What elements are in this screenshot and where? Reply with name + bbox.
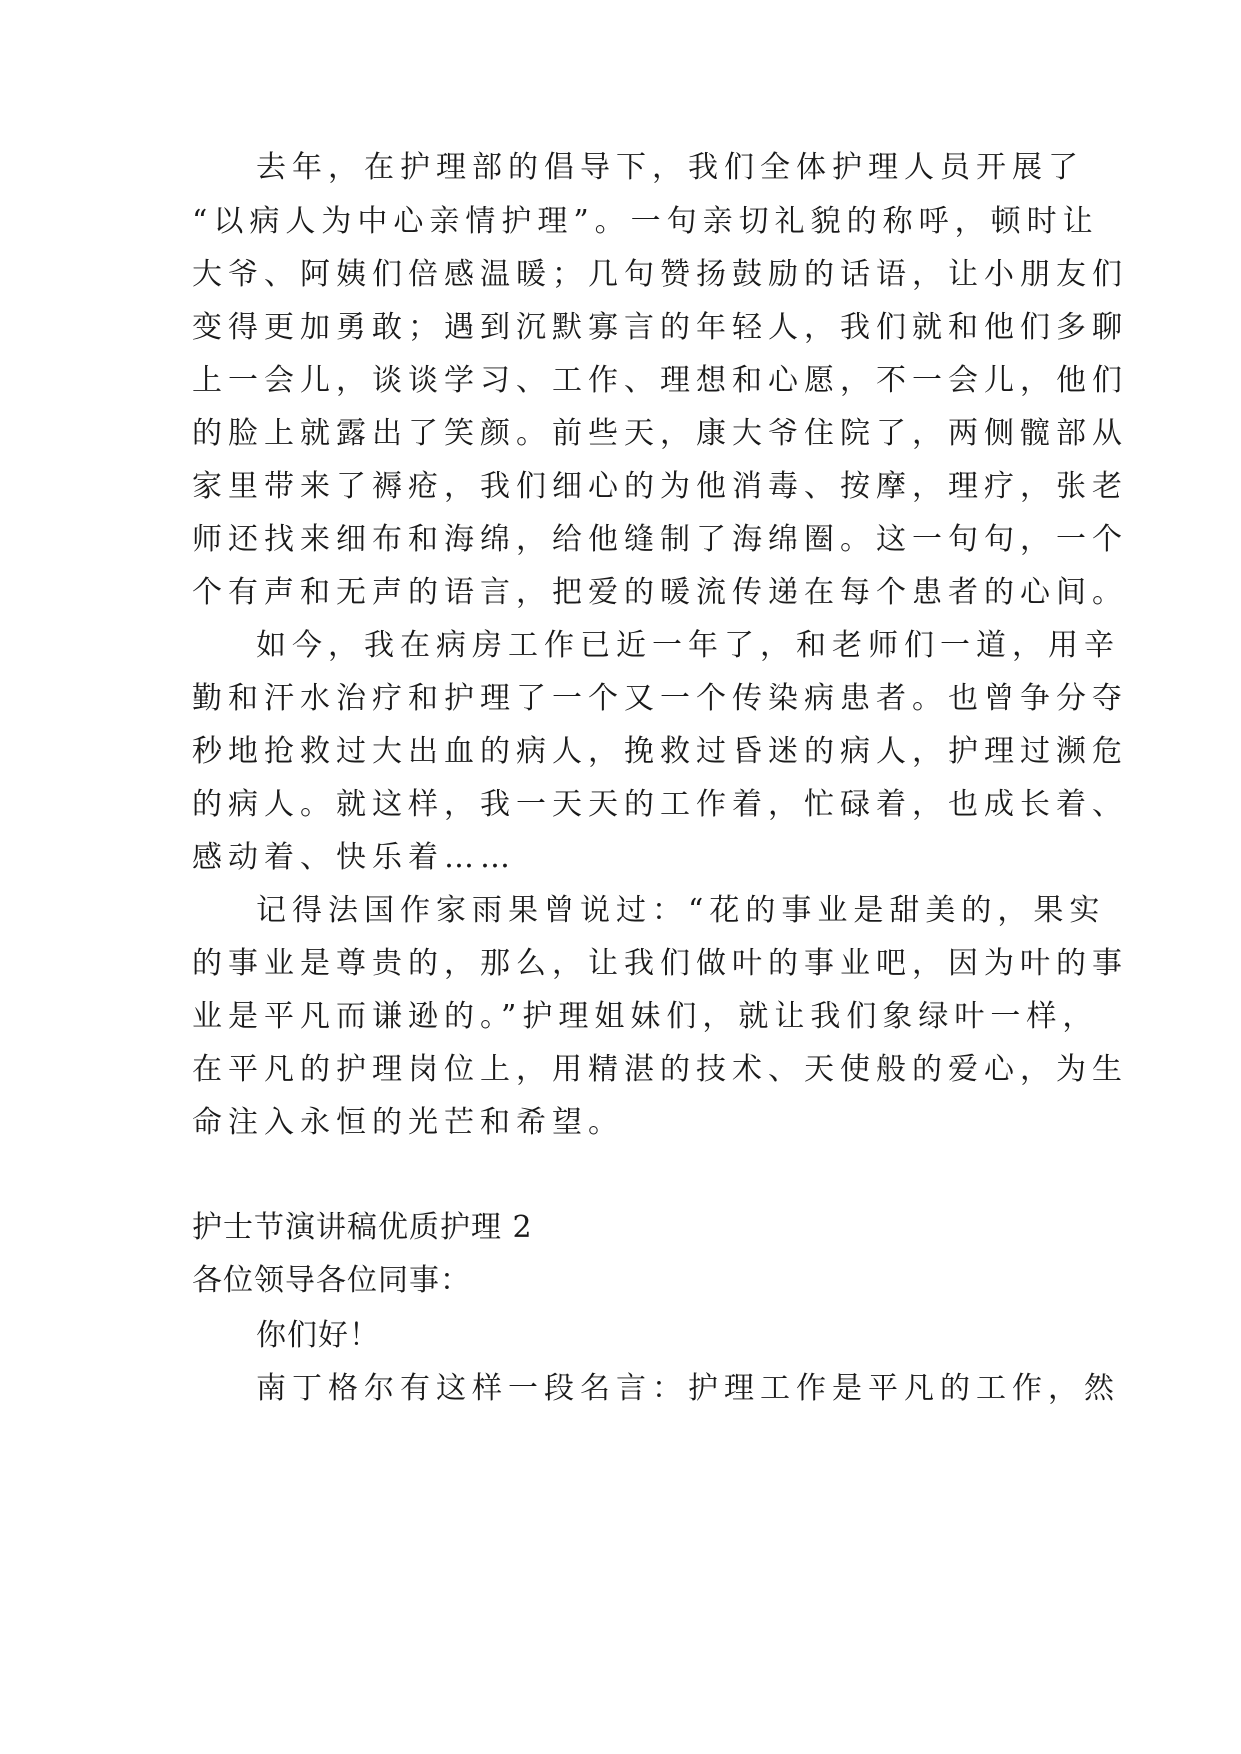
- paragraph-1-line-2: “以病人为中心亲情护理”。一句亲切礼貌的称呼，顿时让: [192, 204, 1099, 239]
- salutation: 各位领导各位同事：: [192, 1263, 471, 1298]
- paragraph-1-line-7: 家里带来了褥疮，我们细心的为他消毒、按摩，理疗，张老: [192, 469, 1128, 504]
- paragraph-2-line-1: 如今，我在病房工作已近一年了，和老师们一道，用辛: [256, 628, 1120, 663]
- paragraph-2-line-2: 勤和汗水治疗和护理了一个又一个传染病患者。也曾争分夺: [192, 681, 1128, 716]
- paragraph-1-line-9: 个有声和无声的语言，把爱的暖流传递在每个患者的心间。: [192, 575, 1128, 610]
- paragraph-3-line-3: 业是平凡而谦逊的。”护理姐妹们，就让我们象绿叶一样，: [192, 999, 1099, 1034]
- paragraph-2-line-4: 的病人。就这样，我一天天的工作着，忙碌着，也成长着、: [192, 787, 1128, 822]
- paragraph-3-line-5: 命注入永恒的光芒和希望。: [192, 1105, 624, 1140]
- paragraph-3-line-2: 的事业是尊贵的，那么，让我们做叶的事业吧，因为叶的事: [192, 946, 1128, 981]
- paragraph-1-line-4: 变得更加勇敢；遇到沉默寡言的年轻人，我们就和他们多聊: [192, 310, 1128, 345]
- paragraph-3-line-1: 记得法国作家雨果曾说过：“花的事业是甜美的，果实: [256, 893, 1106, 928]
- closing-line: 南丁格尔有这样一段名言：护理工作是平凡的工作，然: [256, 1371, 1120, 1406]
- paragraph-1-line-6: 的脸上就露出了笑颜。前些天，康大爷住院了，两侧髋部从: [192, 416, 1128, 451]
- greeting: 你们好！: [256, 1318, 380, 1353]
- paragraph-1-line-5: 上一会儿，谈谈学习、工作、理想和心愿，不一会儿，他们: [192, 363, 1128, 398]
- paragraph-3-line-4: 在平凡的护理岗位上，用精湛的技术、天使般的爱心，为生: [192, 1052, 1128, 1087]
- paragraph-1-line-1: 去年，在护理部的倡导下，我们全体护理人员开展了: [256, 150, 1084, 185]
- paragraph-2-line-5: 感动着、快乐着……: [192, 840, 516, 875]
- paragraph-1-line-8: 师还找来细布和海绵，给他缝制了海绵圈。这一句句，一个: [192, 522, 1128, 557]
- paragraph-2-line-3: 秒地抢救过大出血的病人，挽救过昏迷的病人，护理过濒危: [192, 734, 1128, 769]
- paragraph-1-line-3: 大爷、阿姨们倍感温暖；几句赞扬鼓励的话语，让小朋友们: [192, 257, 1128, 292]
- section-title: 护士节演讲稿优质护理 2: [192, 1210, 533, 1245]
